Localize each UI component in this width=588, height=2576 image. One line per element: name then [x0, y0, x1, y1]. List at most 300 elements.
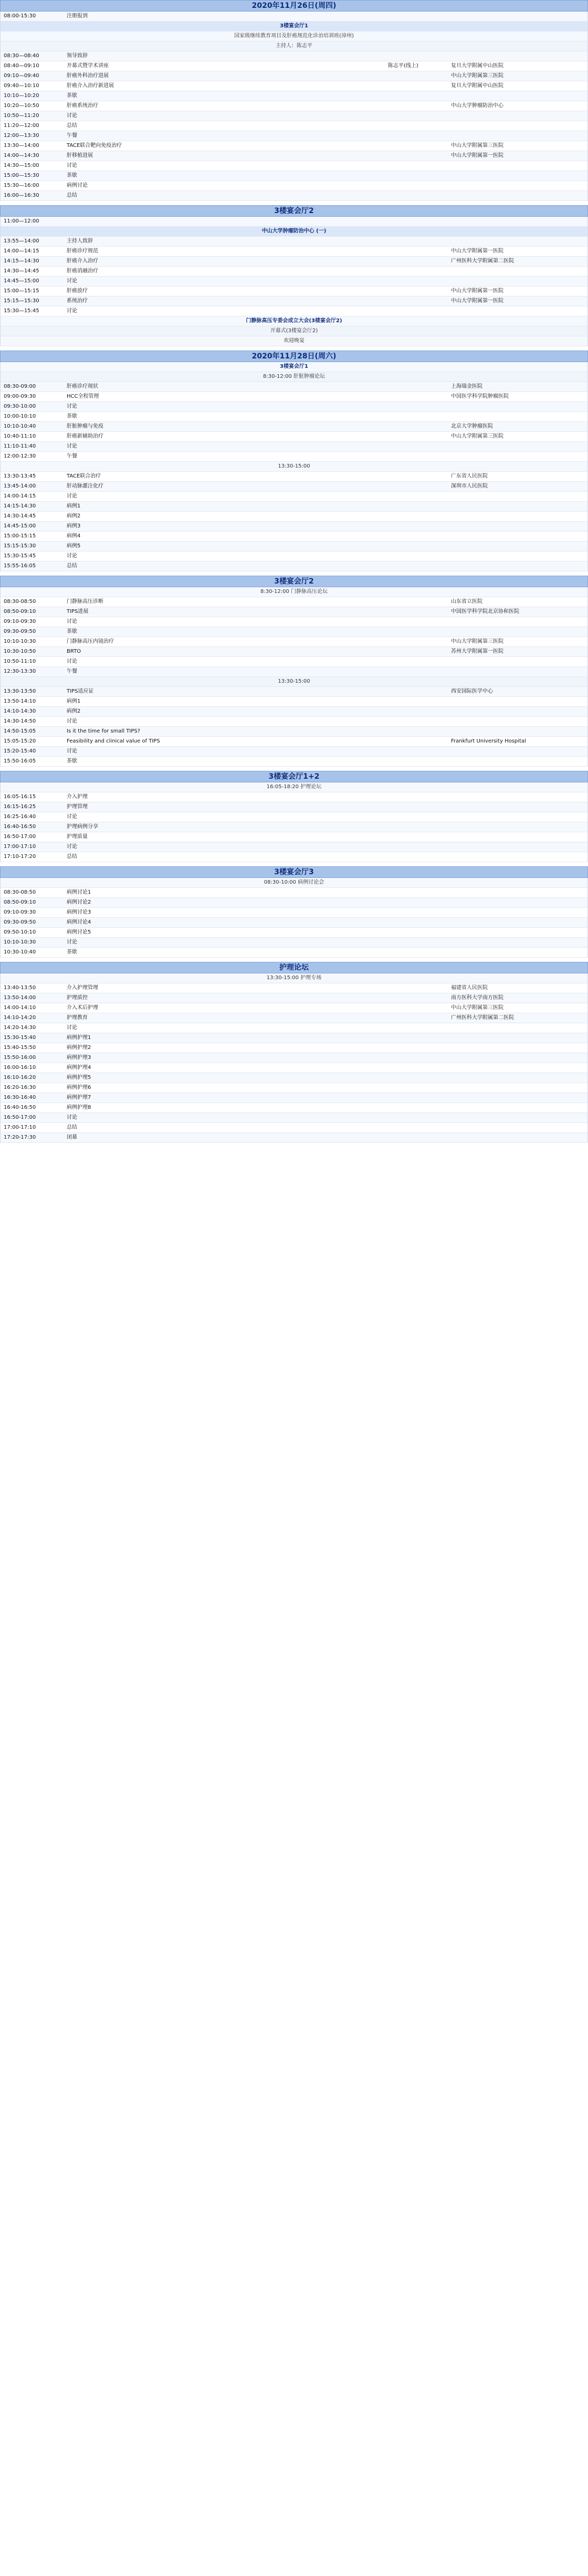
- topic-cell: 病例1: [67, 503, 81, 509]
- topic-cell: 介入护理: [67, 794, 88, 800]
- time-cell: 16:00—16:30: [4, 193, 39, 198]
- schedule-row: [0, 1053, 588, 1063]
- schedule-row: [0, 482, 588, 492]
- topic-cell: 护理病例分享: [67, 824, 98, 830]
- schedule-row: [0, 918, 588, 928]
- time-cell: 10:10-10:30: [4, 639, 36, 644]
- time-cell: 08:30-08:50: [4, 599, 36, 605]
- time-cell: 10:50—11:20: [4, 113, 39, 119]
- time-cell: 14:45—15:00: [4, 278, 39, 284]
- topic-cell: 护理教育: [67, 1015, 88, 1021]
- topic-cell: 肝移植进展: [67, 153, 93, 158]
- organization-cell: 福建省人民医院: [451, 985, 488, 991]
- organization-cell: 中山大学附属第一医院: [451, 288, 503, 294]
- topic-cell: 讨论: [67, 493, 77, 499]
- schedule-row: [0, 607, 588, 617]
- topic-cell: 午餐: [67, 133, 77, 139]
- organization-cell: 复旦大学附属中山医院: [451, 83, 503, 89]
- topic-cell: 系统治疗: [67, 298, 88, 304]
- time-cell: 15:15-15:30: [4, 543, 36, 549]
- schedule-row: [0, 71, 588, 81]
- schedule-row: 中山大学肿瘤防治中心 (一): [0, 227, 588, 237]
- schedule-row: [0, 852, 588, 862]
- time-cell: 12:00—13:30: [4, 133, 39, 139]
- time-cell: 10:30-10:50: [4, 649, 36, 654]
- topic-cell: 病例护理8: [67, 1105, 91, 1110]
- schedule-row: [0, 1113, 588, 1123]
- time-cell: 09:10-09:30: [4, 619, 36, 624]
- schedule-row: [0, 121, 588, 131]
- schedule-row: [0, 1043, 588, 1053]
- schedule-row: [0, 802, 588, 812]
- schedule-row: 8:30-12:00 肝脏肿瘤论坛: [0, 372, 588, 382]
- section-title: 3楼宴会厅3: [0, 866, 588, 878]
- time-cell: 14:50-15:05: [4, 728, 36, 734]
- schedule-row: [0, 983, 588, 993]
- topic-cell: 茶歇: [67, 414, 77, 419]
- time-cell: 16:00-16:10: [4, 1065, 36, 1070]
- section-title: 3楼宴会厅2: [0, 205, 588, 217]
- schedule-section: [0, 576, 588, 771]
- time-cell: 15:30-15:40: [4, 1035, 36, 1041]
- schedule-row: [0, 522, 588, 532]
- schedule-section: [0, 351, 588, 576]
- schedule-row: [0, 561, 588, 571]
- time-cell: 17:20-17:30: [4, 1135, 36, 1140]
- schedule-row: [0, 247, 588, 257]
- topic-cell: Is it the time for small TIPS?: [67, 728, 141, 734]
- organization-cell: 中山大学附属第一医院: [451, 248, 503, 254]
- schedule-row: [0, 422, 588, 432]
- topic-cell: 总结: [67, 563, 77, 569]
- time-cell: 10:30-10:40: [4, 949, 36, 955]
- schedule-row: [0, 502, 588, 512]
- schedule-row: [0, 257, 588, 267]
- time-cell: 13:50-14:00: [4, 995, 36, 1001]
- time-cell: 15:00-15:15: [4, 533, 36, 539]
- time-cell: 17:00-17:10: [4, 1125, 36, 1130]
- topic-cell: 主持人致辞: [67, 238, 93, 244]
- topic-cell: 肝癌介入治疗: [67, 258, 98, 264]
- schedule-row: [0, 822, 588, 832]
- schedule-row: [0, 412, 588, 422]
- time-cell: 08:30-08:50: [4, 889, 36, 895]
- topic-cell: 病例讨论2: [67, 899, 91, 905]
- schedule-row: [0, 908, 588, 918]
- schedule-row: [0, 151, 588, 161]
- schedule-row: [0, 1023, 588, 1033]
- schedule-row: [0, 81, 588, 91]
- section-title: 3楼宴会厅2: [0, 576, 588, 587]
- topic-cell: 总结: [67, 123, 77, 129]
- time-cell: 13:40-13:50: [4, 985, 36, 991]
- organization-cell: 深圳市人民医院: [451, 483, 488, 489]
- section-title: 2020年11月26日(周四): [0, 0, 588, 12]
- topic-cell: 病例护理5: [67, 1075, 91, 1080]
- time-cell: 08:30-09:00: [4, 384, 36, 389]
- time-cell: 08:30—08:40: [4, 53, 39, 59]
- schedule-row: [0, 452, 588, 462]
- topic-cell: 总结: [67, 854, 77, 860]
- organization-cell: 山东省立医院: [451, 599, 482, 605]
- schedule-row: [0, 392, 588, 402]
- topic-cell: 肝癌放疗: [67, 288, 88, 294]
- topic-cell: 病例讨论3: [67, 909, 91, 915]
- topic-cell: 病例护理1: [67, 1035, 91, 1041]
- time-cell: 15:00—15:30: [4, 173, 39, 178]
- organization-cell: 广州医科大学附属第二医院: [451, 1015, 514, 1021]
- topic-cell: BRTO: [67, 649, 81, 654]
- topic-cell: 茶歇: [67, 629, 77, 634]
- schedule-row: [0, 647, 588, 657]
- topic-cell: 介入术后护理: [67, 1005, 98, 1011]
- time-cell: 11:10-11:40: [4, 443, 36, 449]
- time-cell: 15:50-16:05: [4, 758, 36, 764]
- schedule-section: [0, 962, 588, 1147]
- schedule-row: [0, 1083, 588, 1093]
- schedule-row: [0, 687, 588, 697]
- section-title: 2020年11月28日(周六): [0, 351, 588, 362]
- time-cell: 15:40-15:50: [4, 1045, 36, 1051]
- time-cell: 13:30-13:45: [4, 473, 36, 479]
- topic-cell: 茶歇: [67, 949, 77, 955]
- topic-cell: 讨论: [67, 443, 77, 449]
- organization-cell: 中国医学科学院北京协和医院: [451, 609, 519, 614]
- topic-cell: TIPS适应证: [67, 688, 94, 694]
- organization-cell: 中国医学科学院肿瘤医院: [451, 394, 509, 399]
- time-cell: 10:50-11:10: [4, 659, 36, 664]
- time-cell: 16:05-16:15: [4, 794, 36, 800]
- topic-cell: 讨论: [67, 278, 77, 284]
- topic-cell: 讨论: [67, 619, 77, 624]
- time-cell: 14:00-14:15: [4, 493, 36, 499]
- schedule-row: [0, 287, 588, 296]
- section-title: 护理论坛: [0, 962, 588, 973]
- schedule-row: [0, 552, 588, 561]
- schedule-row: [0, 993, 588, 1003]
- time-cell: 09:00-09:30: [4, 394, 36, 399]
- topic-cell: 肝动脉灌注化疗: [67, 483, 103, 489]
- topic-cell: 病例讨论5: [67, 929, 91, 935]
- time-cell: 09:30-09:50: [4, 629, 36, 634]
- schedule-row: [0, 542, 588, 552]
- topic-cell: 午餐: [67, 453, 77, 459]
- topic-cell: 讨论: [67, 748, 77, 754]
- schedule-row: [0, 707, 588, 717]
- organization-cell: Frankfurt University Hospital: [451, 738, 526, 744]
- topic-cell: 肝癌外科治疗进展: [67, 73, 109, 79]
- time-cell: 14:30—14:45: [4, 268, 39, 274]
- topic-cell: 病例护理7: [67, 1095, 91, 1100]
- schedule-row: [0, 191, 588, 201]
- topic-cell: 肝癌消融治疗: [67, 268, 98, 274]
- topic-cell: 病例3: [67, 523, 81, 529]
- topic-cell: Feasibility and clinical value of TIPS: [67, 738, 160, 744]
- schedule-section: [0, 0, 588, 205]
- schedule-row: [0, 617, 588, 627]
- section-spacer: [0, 958, 588, 962]
- topic-cell: 讨论: [67, 659, 77, 664]
- topic-cell: 肝癌诊疗规范: [67, 248, 98, 254]
- topic-cell: 肝脏肿瘤与免疫: [67, 423, 103, 429]
- time-cell: 10:10-10:30: [4, 939, 36, 945]
- topic-cell: 病例讨论1: [67, 889, 91, 895]
- schedule-row: [0, 402, 588, 412]
- time-cell: 16:40-16:50: [4, 1105, 36, 1110]
- section-title: 3楼宴会厅1+2: [0, 771, 588, 782]
- topic-cell: 茶歇: [67, 93, 77, 99]
- schedule-row: [0, 217, 588, 227]
- organization-cell: 复旦大学附属中山医院: [451, 63, 503, 69]
- time-cell: 08:50-09:10: [4, 899, 36, 905]
- schedule-row: 13:30-15:00: [0, 462, 588, 472]
- section-spacer: [0, 1143, 588, 1147]
- time-cell: 16:10-16:20: [4, 1075, 36, 1080]
- topic-cell: HCC全程管理: [67, 394, 99, 399]
- speaker-cell: 陈志平(线上): [388, 63, 418, 69]
- organization-cell: 中山大学附属第三医院: [451, 639, 503, 644]
- topic-cell: 讨论: [67, 939, 77, 945]
- schedule-row: [0, 727, 588, 737]
- topic-cell: 肝癌新辅助治疗: [67, 433, 103, 439]
- organization-cell: 南方医科大学南方医院: [451, 995, 503, 1001]
- time-cell: 15:30—15:45: [4, 308, 39, 314]
- schedule-row: [0, 432, 588, 442]
- topic-cell: 病例护理3: [67, 1055, 91, 1061]
- time-cell: 14:10-14:20: [4, 1015, 36, 1021]
- time-cell: 09:10-09:30: [4, 909, 36, 915]
- topic-cell: 病例2: [67, 708, 81, 714]
- schedule-row: [0, 61, 588, 71]
- time-cell: 10:40-11:10: [4, 433, 36, 439]
- topic-cell: 病例5: [67, 543, 81, 549]
- schedule-row: [0, 938, 588, 948]
- topic-cell: 领导致辞: [67, 53, 88, 59]
- schedule-row: [0, 131, 588, 141]
- topic-cell: 讨论: [67, 844, 77, 850]
- schedule-row: [0, 757, 588, 767]
- schedule-row: 3楼宴会厅1: [0, 22, 588, 31]
- time-cell: 14:30-14:45: [4, 513, 36, 519]
- topic-cell: 讨论: [67, 553, 77, 559]
- topic-cell: 总结: [67, 1125, 77, 1130]
- schedule-row: 8:30-12:00 门静脉高压论坛: [0, 587, 588, 597]
- time-cell: 16:40-16:50: [4, 824, 36, 830]
- time-cell: 16:20-16:30: [4, 1085, 36, 1090]
- time-cell: 14:30-14:50: [4, 718, 36, 724]
- schedule-row: [0, 181, 588, 191]
- time-cell: 15:55-16:05: [4, 563, 36, 569]
- schedule-row: [0, 101, 588, 111]
- organization-cell: 广东省人民医院: [451, 473, 488, 479]
- schedule-row: [0, 597, 588, 607]
- time-cell: 11:00—12:00: [4, 218, 39, 224]
- schedule-row: [0, 888, 588, 898]
- time-cell: 10:10—10:20: [4, 93, 39, 99]
- organization-cell: 中山大学附属第一医院: [451, 153, 503, 158]
- time-cell: 13:30—14:00: [4, 143, 39, 149]
- time-cell: 14:20-14:30: [4, 1025, 36, 1031]
- time-cell: 14:15—14:30: [4, 258, 39, 264]
- schedule-row: [0, 296, 588, 306]
- schedule-row: [0, 832, 588, 842]
- schedule-row: [0, 1013, 588, 1023]
- schedule-row: 08:30-10:00 病例讨论会: [0, 878, 588, 888]
- time-cell: 12:00-12:30: [4, 453, 36, 459]
- schedule-row: [0, 1103, 588, 1113]
- section-spacer: [0, 862, 588, 866]
- schedule-row: [0, 1073, 588, 1083]
- topic-cell: 讨论: [67, 718, 77, 724]
- schedule-row: [0, 737, 588, 747]
- schedule-row: [0, 267, 588, 277]
- topic-cell: 讨论: [67, 404, 77, 409]
- topic-cell: 病例1: [67, 698, 81, 704]
- topic-cell: 总结: [67, 193, 77, 198]
- topic-cell: 病例讨论: [67, 183, 88, 188]
- time-cell: 13:50-14:10: [4, 698, 36, 704]
- time-cell: 16:30-16:40: [4, 1095, 36, 1100]
- time-cell: 17:00-17:10: [4, 844, 36, 850]
- schedule-row: [0, 1093, 588, 1103]
- schedule-row: [0, 141, 588, 151]
- time-cell: 15:20-15:40: [4, 748, 36, 754]
- schedule-row: [0, 1133, 588, 1143]
- time-cell: 14:00—14:30: [4, 153, 39, 158]
- organization-cell: 北京大学肿瘤医院: [451, 423, 493, 429]
- time-cell: 16:15-16:25: [4, 804, 36, 810]
- schedule-row: 13:30-15:00: [0, 677, 588, 687]
- time-cell: 15:30-15:45: [4, 553, 36, 559]
- topic-cell: 茶歇: [67, 758, 77, 764]
- schedule-row: [0, 512, 588, 522]
- schedule-row: [0, 91, 588, 101]
- time-cell: 13:55—14:00: [4, 238, 39, 244]
- schedule-row: [0, 637, 588, 647]
- schedule-row: 13:30-15:00 护理专场: [0, 973, 588, 983]
- time-cell: 08:40—09:10: [4, 63, 39, 69]
- organization-cell: 中山大学附属第三医院: [451, 143, 503, 149]
- schedule-row: [0, 948, 588, 958]
- topic-cell: 讨论: [67, 814, 77, 820]
- schedule-row: [0, 442, 588, 452]
- schedule-row: [0, 898, 588, 908]
- time-cell: 16:25-16:40: [4, 814, 36, 820]
- organization-cell: 上海瑞金医院: [451, 384, 482, 389]
- topic-cell: TACE联合靶向免疫治疗: [67, 143, 122, 149]
- schedule-row: [0, 161, 588, 171]
- schedule-row: 欢迎晚宴: [0, 336, 588, 346]
- organization-cell: 西安国际医学中心: [451, 688, 493, 694]
- time-cell: 09:10—09:40: [4, 73, 39, 79]
- topic-cell: 注册报到: [67, 13, 88, 19]
- schedule-row: [0, 627, 588, 637]
- topic-cell: 讨论: [67, 308, 77, 314]
- schedule-row: [0, 812, 588, 822]
- time-cell: 08:00-15:30: [4, 13, 36, 19]
- schedule-row: [0, 472, 588, 482]
- topic-cell: 病例护理2: [67, 1045, 91, 1051]
- organization-cell: 苏州大学附属第一医院: [451, 649, 503, 654]
- schedule-row: 16:05-18:20 护理论坛: [0, 782, 588, 792]
- section-spacer: [0, 767, 588, 771]
- time-cell: 09:40—10:10: [4, 83, 39, 89]
- schedule-row: [0, 111, 588, 121]
- time-cell: 14:10-14:30: [4, 708, 36, 714]
- topic-cell: 肝癌系统治疗: [67, 103, 98, 109]
- organization-cell: 中山大学肿瘤防治中心: [451, 103, 503, 109]
- time-cell: 13:45-14:00: [4, 483, 36, 489]
- topic-cell: 护理管理: [67, 804, 88, 810]
- topic-cell: 门静脉高压诊断: [67, 599, 103, 605]
- organization-cell: 中山大学附属第三医院: [451, 1005, 503, 1011]
- time-cell: 14:00—14:15: [4, 248, 39, 254]
- topic-cell: 护理质控: [67, 995, 88, 1001]
- topic-cell: 午餐: [67, 669, 77, 674]
- schedule-row: 3楼宴会厅1: [0, 362, 588, 372]
- organization-cell: 中山大学附属第三医院: [451, 433, 503, 439]
- topic-cell: 讨论: [67, 163, 77, 168]
- schedule-section: [0, 771, 588, 866]
- schedule-row: [0, 667, 588, 677]
- topic-cell: 讨论: [67, 1115, 77, 1120]
- time-cell: 10:20—10:50: [4, 103, 39, 109]
- time-cell: 17:10-17:20: [4, 854, 36, 860]
- topic-cell: 肝癌介入治疗新进展: [67, 83, 114, 89]
- time-cell: 09:30-10:00: [4, 404, 36, 409]
- schedule-row: [0, 792, 588, 802]
- topic-cell: 开幕式暨学术讲座: [67, 63, 109, 69]
- schedule-row: [0, 382, 588, 392]
- time-cell: 16:50-17:00: [4, 834, 36, 840]
- topic-cell: 茶歇: [67, 173, 77, 178]
- schedule-row: [0, 237, 588, 247]
- schedule-row: [0, 12, 588, 22]
- time-cell: 14:45-15:00: [4, 523, 36, 529]
- time-cell: 15:15—15:30: [4, 298, 39, 304]
- schedule-row: [0, 51, 588, 61]
- topic-cell: 病例护理6: [67, 1085, 91, 1090]
- schedule-row: 门静脉高压专委会成立大会(3楼宴会厅2): [0, 316, 588, 326]
- time-cell: 14:30—15:00: [4, 163, 39, 168]
- schedule-row: [0, 1123, 588, 1133]
- time-cell: 15:05-15:20: [4, 738, 36, 744]
- time-cell: 10:10-10:40: [4, 423, 36, 429]
- schedule-row: [0, 1003, 588, 1013]
- schedule-row: [0, 928, 588, 938]
- organization-cell: 中山大学附属第一医院: [451, 298, 503, 304]
- schedule-row: [0, 492, 588, 502]
- section-spacer: [0, 201, 588, 205]
- topic-cell: 讨论: [67, 1025, 77, 1031]
- schedule-section: [0, 866, 588, 962]
- time-cell: 12:30-13:30: [4, 669, 36, 674]
- time-cell: 15:30—16:00: [4, 183, 39, 188]
- schedule-row: [0, 1033, 588, 1043]
- time-cell: 11:20—12:00: [4, 123, 39, 129]
- time-cell: 08:50-09:10: [4, 609, 36, 614]
- schedule-row: [0, 717, 588, 727]
- schedule-row: [0, 697, 588, 707]
- topic-cell: 病例护理4: [67, 1065, 91, 1070]
- topic-cell: TACE联合治疗: [67, 473, 101, 479]
- time-cell: 13:30-13:50: [4, 688, 36, 694]
- schedule-row: [0, 306, 588, 316]
- schedule-row: [0, 532, 588, 542]
- time-cell: 09:50-10:10: [4, 929, 36, 935]
- schedule-row: 国家级继续教育项目及肝癌规范化诊治培训班(漳州): [0, 31, 588, 41]
- time-cell: 15:50-16:00: [4, 1055, 36, 1061]
